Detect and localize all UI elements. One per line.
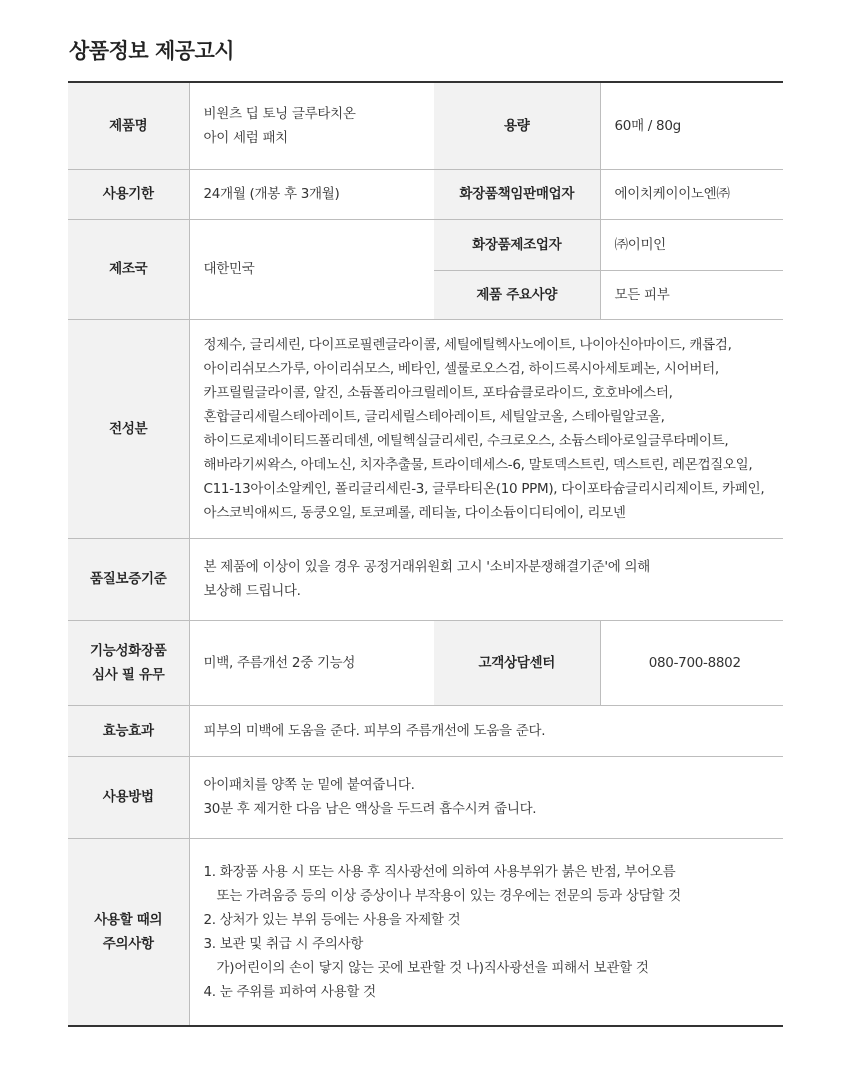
- quality-line: 본 제품에 이상이 있을 경우 공정거래위원회 고시 '소비자분쟁해결기준'에 의해: [203, 559, 650, 575]
- ingredients-line: C11-13아이소알케인, 폴리글리세린-3, 글루타티온(10 PPM), 다이포타슘글리시리제이트, 카페인,: [203, 480, 765, 497]
- caution-line: 또는 가려움증 등의 이상 증상이나 부작용이 있는 경우에는 전문의 등과 상담할 것: [216, 887, 681, 904]
- ingredients-label: 전성분: [68, 319, 189, 538]
- caution-value: [189, 838, 783, 1026]
- expiry-label: 사용기한: [68, 169, 189, 219]
- caution-label-line: 사용할 때의: [94, 911, 163, 928]
- caution-line: 2. 상처가 있는 부위 등에는 사용을 자제할 것: [203, 911, 461, 928]
- row-functional: [68, 620, 783, 705]
- caution-line: 4. 눈 주위를 피하여 사용할 것: [203, 983, 376, 1000]
- distributor-value: 에이치케이이노엔㈜: [600, 169, 783, 219]
- usage-line: 30분 후 제거한 다음 남은 액상을 두드려 흡수시켜 줍니다.: [203, 801, 537, 817]
- ingredients-line: 혼합글리세릴스테아레이트, 글리세릴스테아레이트, 세틸알코올, 스테아릴알코올,: [203, 408, 665, 425]
- manufacturer-value: ㈜이미인: [600, 219, 783, 270]
- ingredients-line: 아스코빅애씨드, 동쿵오일, 토코페롤, 레티놀, 다이소듐이디티에이, 리모넨: [203, 504, 626, 521]
- ingredients-line: 카프릴릴글라이콜, 알진, 소듐폴리아크릴레이트, 포타슘클로라이드, 호호바에스터,: [203, 384, 673, 401]
- product-name-value: [189, 82, 434, 169]
- ingredients-line: 아이리쉬모스가루, 아이리쉬모스, 베타인, 셀룰로오스검, 하이드록시아세토페논, 시어버터,: [203, 360, 719, 377]
- caution-line: 3. 보관 및 취급 시 주의사항: [203, 935, 364, 952]
- functional-label-line: 심사 필 유무: [91, 666, 165, 683]
- caution-line: 가)어린이의 손이 닿지 않는 곳에 보관할 것 나)직사광선을 피해서 보관할 것: [216, 959, 649, 976]
- efficacy-value: 피부의 미백에 도움을 준다. 피부의 주름개선에 도움을 준다.: [189, 705, 783, 756]
- ingredients-line: 정제수, 글리세린, 다이프로필렌글라이콜, 세틸에틸헥사노에이트, 나이아신아마이드, 캐롭검,: [203, 336, 732, 353]
- volume-value: 60매 / 80g: [600, 82, 783, 169]
- manufacturer-label: 화장품제조업자: [434, 219, 600, 270]
- product-name-line: 비원츠 딥 토닝 글루타치온: [203, 105, 356, 122]
- row-quality: [68, 538, 783, 620]
- usage-line: 아이패치를 양쪽 눈 밑에 붙여줍니다.: [203, 777, 415, 793]
- page-title: 상품정보 제공고시: [69, 39, 235, 63]
- functional-value: 미백, 주름개선 2중 기능성: [189, 620, 434, 705]
- usage-value: [189, 756, 783, 838]
- ingredients-line: 해바라기씨왁스, 아데노신, 치자추출물, 트라이데세스-6, 말토덱스트린, 덱스트린, 레몬껍질오일,: [203, 456, 753, 473]
- distributor-label: 화장품책임판매업자: [434, 169, 600, 219]
- caution-label-line: 주의사항: [102, 935, 154, 952]
- origin-label: 제조국: [68, 219, 189, 319]
- row-usage: [68, 756, 783, 838]
- usage-label: 사용방법: [68, 756, 189, 838]
- customer-center-phone: 080-700-8802: [600, 620, 783, 705]
- functional-label-line: 기능성화장품: [90, 642, 167, 659]
- row-caution: [68, 838, 783, 1026]
- volume-label: 용량: [434, 82, 600, 169]
- ingredients-line: 하이드로제네이티드폴리데센, 에틸헥실글리세린, 수크로오스, 소듐스테아로일글루타메이트,: [203, 432, 729, 449]
- quality-label: 품질보증기준: [68, 538, 189, 620]
- product-name-label: 제품명: [68, 82, 189, 169]
- caution-label: [68, 838, 189, 1026]
- row-origin: [68, 219, 783, 270]
- row-expiry: [68, 169, 783, 219]
- caution-line: 1. 화장품 사용 시 또는 사용 후 직사광선에 의하여 사용부위가 붉은 반점, 부어오름: [203, 863, 676, 880]
- ingredients-value: [189, 319, 783, 538]
- row-ingredients: [68, 319, 783, 538]
- customer-center-label: 고객상담센터: [434, 620, 600, 705]
- spec-value: 모든 피부: [600, 270, 783, 319]
- expiry-value: 24개월 (개봉 후 3개월): [189, 169, 434, 219]
- functional-label: [68, 620, 189, 705]
- quality-value: [189, 538, 783, 620]
- row-efficacy: [68, 705, 783, 756]
- product-info-table: [68, 81, 783, 1027]
- row-product-name: [68, 82, 783, 169]
- quality-line: 보상해 드립니다.: [203, 583, 301, 599]
- efficacy-label: 효능효과: [68, 705, 189, 756]
- product-name-line: 아이 세럼 패치: [203, 129, 288, 146]
- origin-value: 대한민국: [189, 219, 434, 319]
- spec-label: 제품 주요사양: [434, 270, 600, 319]
